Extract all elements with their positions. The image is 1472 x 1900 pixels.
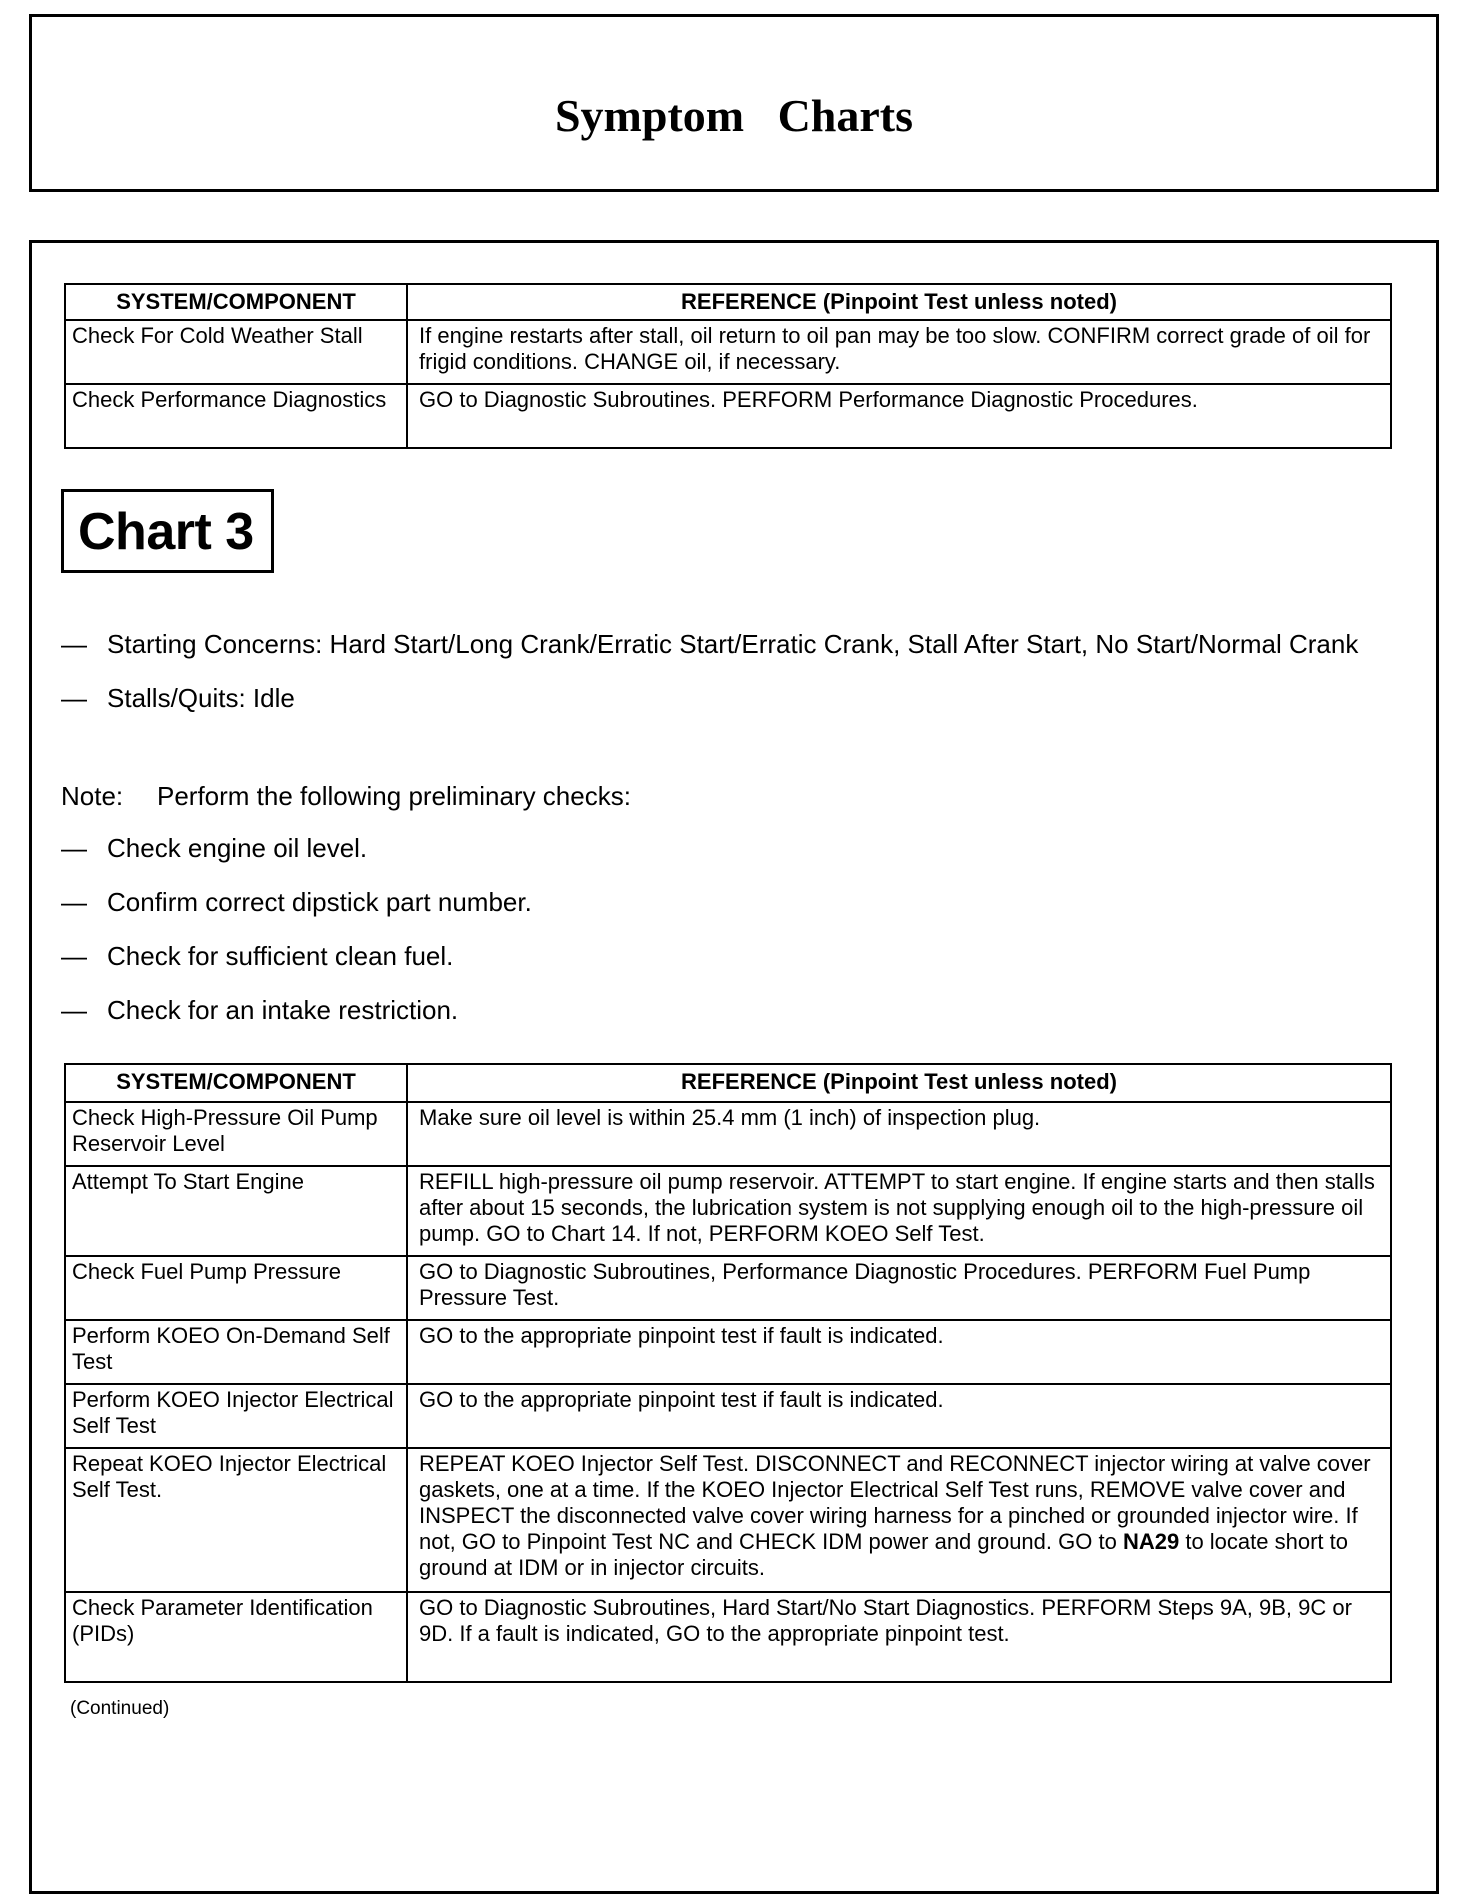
- table-row: [65, 1592, 1391, 1682]
- system-cell: Check Performance Diagnostics: [65, 384, 407, 448]
- table-row: [65, 320, 1391, 384]
- system-cell: Attempt To Start Engine: [65, 1166, 407, 1256]
- dash: —: [61, 683, 87, 713]
- table-row: [65, 1166, 1391, 1256]
- list-item: [61, 832, 1386, 864]
- table-header-row: [65, 284, 1391, 320]
- reference-table-2: [64, 1063, 1392, 1683]
- symptom-list: [61, 628, 1386, 714]
- symptom-text: Starting Concerns: Hard Start/Long Crank/Erratic Start/Erratic Crank, Stall After Start, No Start/Normal Crank: [107, 629, 1359, 659]
- check-text: Confirm correct dipstick part number.: [107, 887, 532, 917]
- table-row: [65, 1102, 1391, 1166]
- reference-text-pre: GO to: [1058, 1529, 1117, 1554]
- column-header-system: SYSTEM/COMPONENT: [65, 284, 407, 320]
- dash: —: [61, 629, 87, 659]
- system-cell: Repeat KOEO Injector Electrical Self Test.: [65, 1448, 407, 1592]
- system-cell: Perform KOEO Injector Electrical Self Test: [65, 1384, 407, 1448]
- reference-cell: GO to the appropriate pinpoint test if fault is indicated.: [407, 1384, 1391, 1448]
- table-row: [65, 1384, 1391, 1448]
- note-label: Note:: [61, 781, 124, 811]
- preliminary-checks-list: [61, 832, 1386, 1026]
- check-text: Check engine oil level.: [107, 833, 368, 863]
- chart-label: Chart 3: [78, 503, 254, 561]
- list-item: [61, 682, 1386, 714]
- symptom-text: Stalls/Quits: Idle: [107, 683, 295, 713]
- reference-text: REPEAT KOEO Injector Self Test. DISCONNECT and RECONNECT injector wiring at valve cover gaskets, one at a time. If the KOEO Injector Electrical Self Test runs, REMOVE valve cover and INSPECT the disconnected valve cover wiring harness for a pinched or grounded injector wire. If not, GO to Pinpoint Test NC and CHECK IDM power and ground.: [419, 1451, 1371, 1554]
- system-cell: Check High-Pressure Oil Pump Reservoir Level: [65, 1102, 407, 1166]
- table-header-row: [65, 1064, 1391, 1102]
- system-cell: Check Fuel Pump Pressure: [65, 1256, 407, 1320]
- system-cell: Perform KOEO On-Demand Self Test: [65, 1320, 407, 1384]
- reference-cell: GO to Diagnostic Subroutines, Performance Diagnostic Procedures. PERFORM Fuel Pump Pressure Test.: [407, 1256, 1391, 1320]
- note: [61, 780, 631, 812]
- reference-cell: GO to Diagnostic Subroutines, Hard Start/No Start Diagnostics. PERFORM Steps 9A, 9B, 9C or 9D. If a fault is indicated, GO to the appropriate pinpoint test.: [407, 1592, 1391, 1682]
- reference-cell: GO to the appropriate pinpoint test if fault is indicated.: [407, 1320, 1391, 1384]
- page-title: Symptom Charts: [554, 90, 914, 141]
- reference-cell: REFILL high-pressure oil pump reservoir. ATTEMPT to start engine. If engine starts and then stalls after about 15 seconds, the lubrication system is not supplying enough oil to the high-pressure oil pump. GO to Chart 14. If not, PERFORM KOEO Self Test.: [407, 1166, 1391, 1256]
- reference-cell: GO to Diagnostic Subroutines. PERFORM Performance Diagnostic Procedures.: [407, 384, 1391, 448]
- table-row: [65, 1320, 1391, 1384]
- column-header-system: SYSTEM/COMPONENT: [65, 1064, 407, 1102]
- column-header-reference: REFERENCE (Pinpoint Test unless noted): [407, 1064, 1391, 1102]
- reference-text-post: to locate short to ground at IDM or in injector circuits.: [419, 1529, 1348, 1580]
- title-box: [29, 14, 1439, 192]
- list-item: [61, 628, 1386, 660]
- reference-cell: If engine restarts after stall, oil return to oil pan may be too slow. CONFIRM correct grade of oil for frigid conditions. CHANGE oil, if necessary.: [407, 320, 1391, 384]
- table-row: [65, 1448, 1391, 1592]
- chart-label-box: [61, 489, 274, 573]
- continued-note: (Continued): [70, 1698, 170, 1719]
- list-item: [61, 940, 1386, 972]
- dash: —: [61, 995, 87, 1025]
- note-text: Perform the following preliminary checks:: [157, 781, 631, 811]
- system-cell: Check Parameter Identification (PIDs): [65, 1592, 407, 1682]
- system-cell: Check For Cold Weather Stall: [65, 320, 407, 384]
- table-row: [65, 384, 1391, 448]
- reference-cell: Make sure oil level is within 25.4 mm (1 inch) of inspection plug.: [407, 1102, 1391, 1166]
- check-text: Check for sufficient clean fuel.: [107, 941, 454, 971]
- table-row: [65, 1256, 1391, 1320]
- dash: —: [61, 887, 87, 917]
- column-header-reference: REFERENCE (Pinpoint Test unless noted): [407, 284, 1391, 320]
- dash: —: [61, 833, 87, 863]
- reference-cell: [407, 1448, 1391, 1592]
- check-text: Check for an intake restriction.: [107, 995, 459, 1025]
- reference-table-1: [64, 283, 1392, 449]
- pinpoint-test-ref: NA29: [1122, 1529, 1180, 1554]
- dash: —: [61, 941, 87, 971]
- list-item: [61, 886, 1386, 918]
- list-item: [61, 994, 1386, 1026]
